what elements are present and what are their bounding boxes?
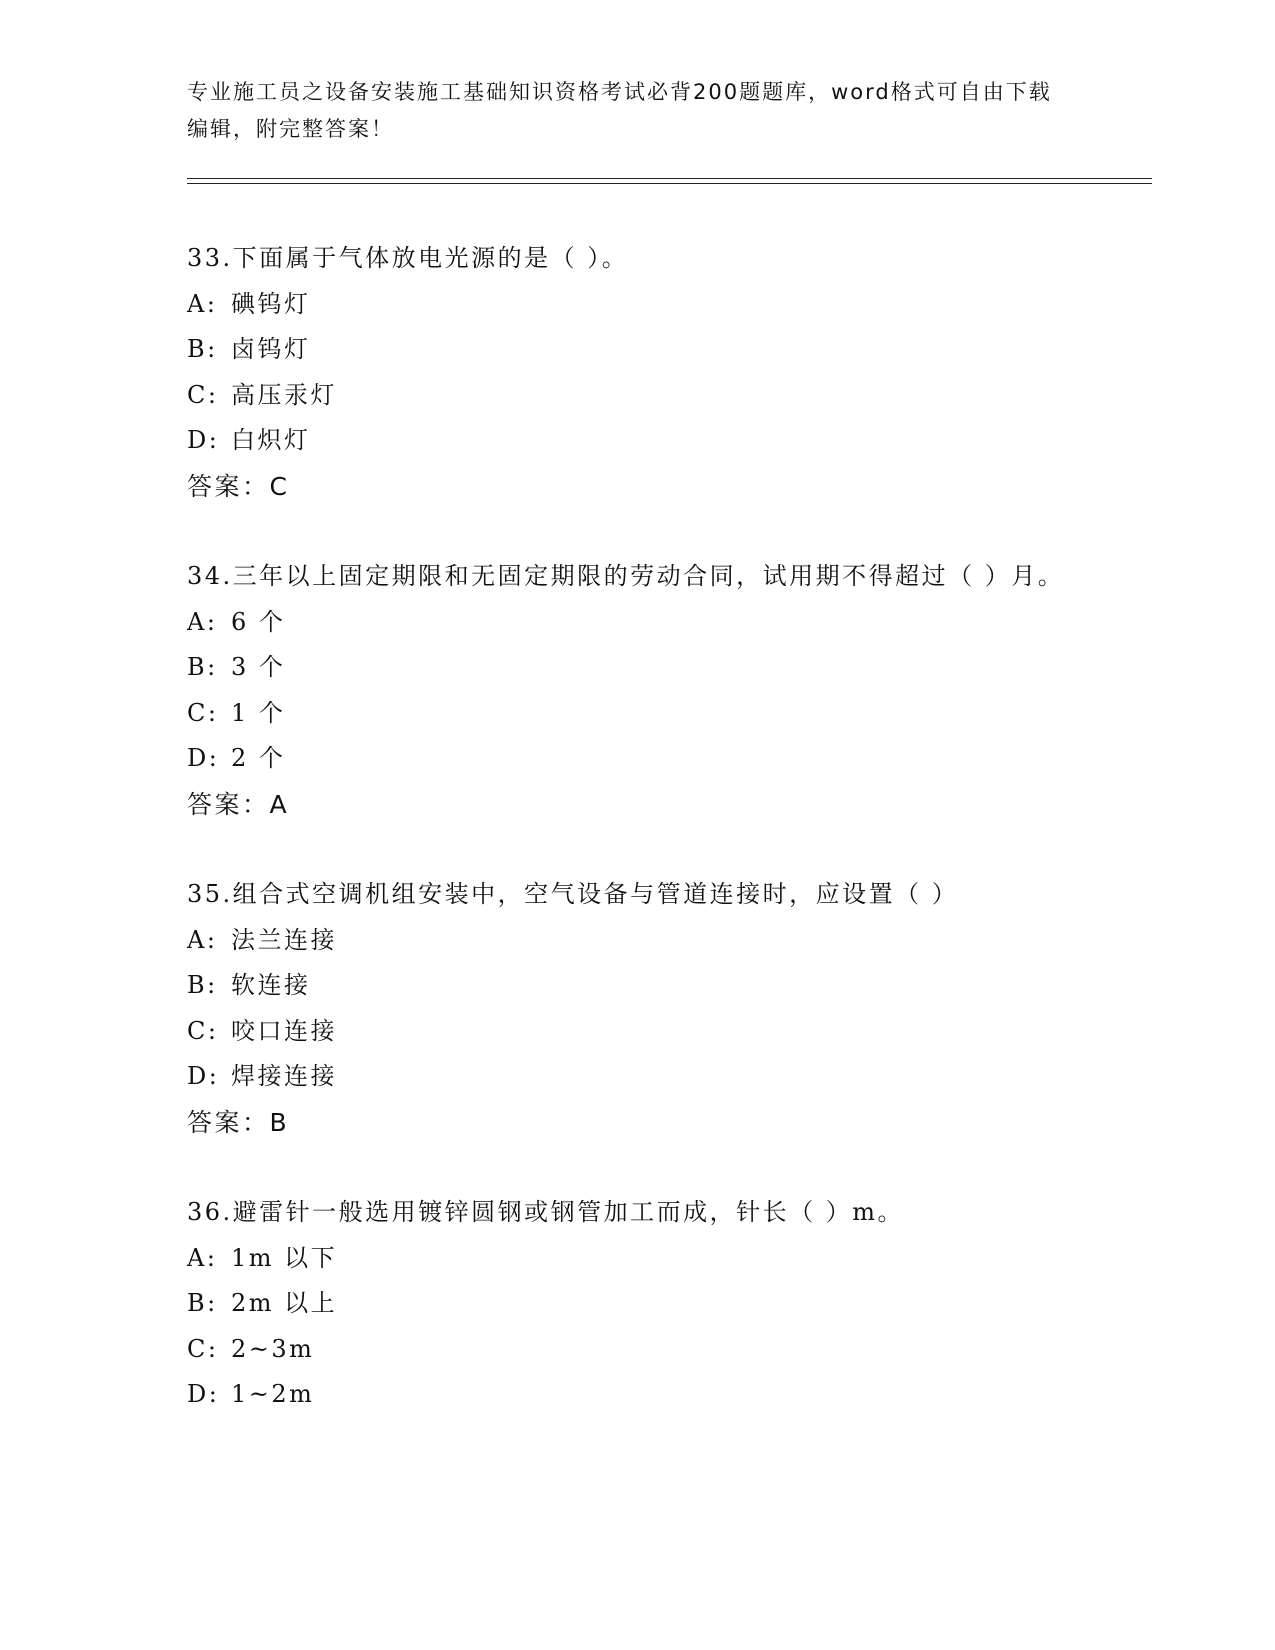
option-c: [187, 691, 1067, 737]
option-c: [187, 373, 1067, 419]
option-letter: B:: [187, 335, 218, 363]
option-text: 1~2m: [231, 1380, 315, 1408]
option-letter: A:: [187, 1243, 218, 1272]
option-letter: B:: [187, 1289, 218, 1317]
header-divider-bottom: [187, 183, 1152, 184]
option-text: 1m 以下: [231, 1243, 338, 1272]
option-text: 2~3m: [231, 1334, 315, 1363]
option-letter: C:: [187, 1016, 219, 1045]
question-item: [187, 236, 1067, 509]
option-c: [187, 1327, 1067, 1373]
option-a: [187, 600, 1067, 646]
option-text: 软连接: [231, 971, 311, 999]
option-letter: B:: [187, 653, 218, 681]
option-b: [187, 1281, 1067, 1327]
option-letter: C:: [187, 380, 219, 409]
question-item: [187, 554, 1067, 827]
option-text: 焊接连接: [231, 1062, 337, 1090]
option-letter: D:: [187, 1062, 220, 1090]
question-list: [187, 236, 1067, 1463]
option-text: 白炽灯: [231, 426, 311, 454]
option-text: 法兰连接: [231, 925, 337, 954]
option-letter: A:: [187, 607, 218, 636]
option-text: 1 个: [231, 698, 286, 727]
answer-line: 答案：B: [187, 1107, 290, 1137]
option-a: [187, 918, 1067, 964]
question-stem: 36.避雷针一般选用镀锌圆钢或钢管加工而成，针长（ ）m。: [187, 1198, 905, 1226]
option-text: 咬口连接: [231, 1016, 337, 1045]
option-a: [187, 282, 1067, 328]
option-b: [187, 327, 1067, 373]
header-divider-top: [187, 178, 1152, 179]
option-text: 卤钨灯: [231, 335, 311, 363]
question-stem: 34.三年以上固定期限和无固定期限的劳动合同，试用期不得超过（ ）月。: [187, 562, 1065, 590]
question-stem: 35.组合式空调机组安装中，空气设备与管道连接时，应设置（ ）: [187, 880, 959, 908]
document-header: 专业施工员之设备安装施工基础知识资格考试必背200题题库，word格式可自由下载编辑，附完整答案！: [187, 80, 1052, 141]
option-letter: D:: [187, 426, 220, 454]
option-text: 6 个: [231, 607, 286, 636]
option-c: [187, 1009, 1067, 1055]
question-stem: 33.下面属于气体放电光源的是（ ）。: [187, 244, 629, 272]
option-text: 2 个: [231, 744, 286, 772]
question-item: [187, 1190, 1067, 1418]
option-d: [187, 736, 1067, 782]
option-letter: D:: [187, 744, 220, 772]
option-text: 高压汞灯: [231, 380, 337, 409]
option-letter: B:: [187, 971, 218, 999]
option-text: 3 个: [231, 653, 286, 681]
option-letter: D:: [187, 1380, 220, 1408]
option-letter: C:: [187, 698, 219, 727]
answer-line: 答案：A: [187, 789, 290, 819]
option-d: [187, 1054, 1067, 1100]
option-letter: A:: [187, 289, 218, 318]
option-letter: C:: [187, 1334, 219, 1363]
option-a: [187, 1236, 1067, 1282]
option-d: [187, 418, 1067, 464]
option-b: [187, 645, 1067, 691]
option-b: [187, 963, 1067, 1009]
option-letter: A:: [187, 925, 218, 954]
option-text: 碘钨灯: [231, 289, 311, 318]
option-text: 2m 以上: [231, 1289, 338, 1317]
answer-line: 答案：C: [187, 471, 290, 501]
question-item: [187, 872, 1067, 1145]
option-d: [187, 1372, 1067, 1418]
